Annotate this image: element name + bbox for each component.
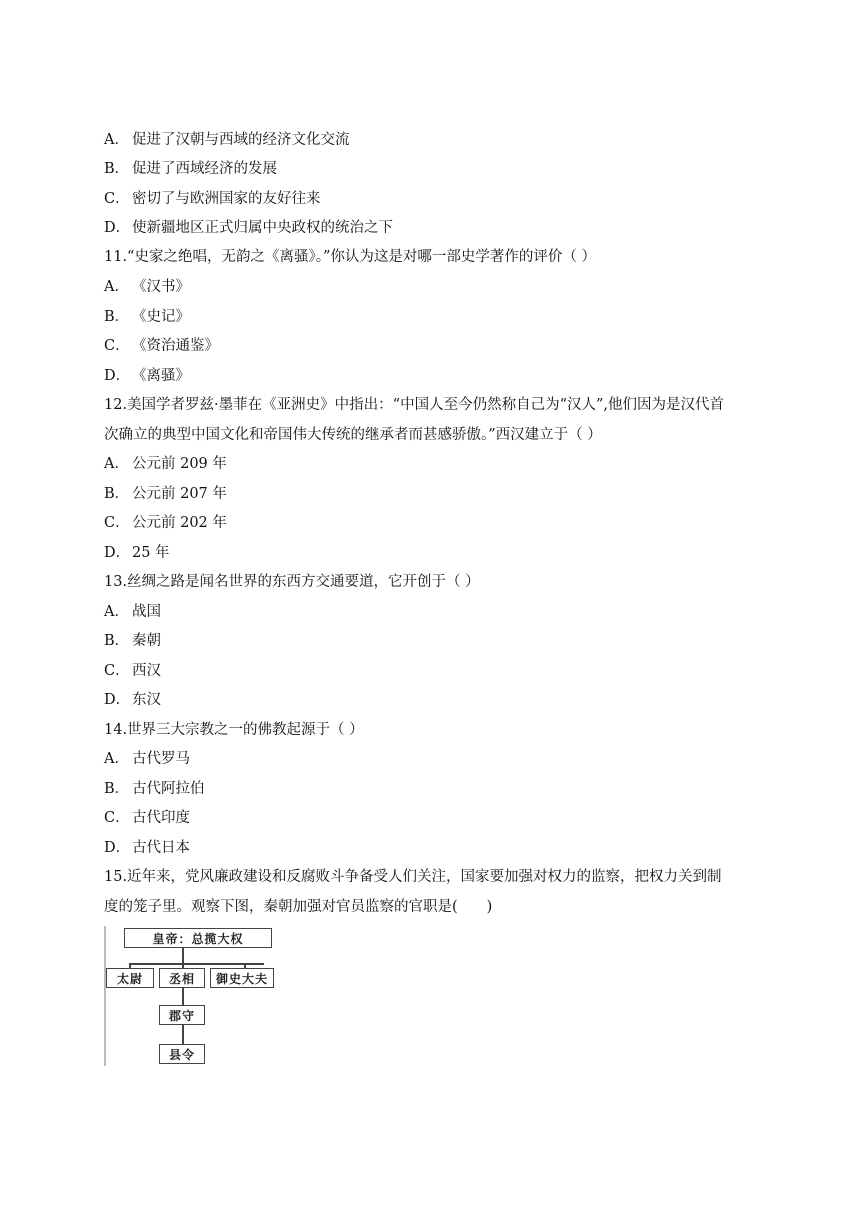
q12-option-b: B． 公元前 207 年	[104, 486, 227, 502]
junshou-box: 郡守	[159, 1005, 205, 1025]
taiwei-box: 太尉	[106, 968, 154, 988]
q15-stem-line2: 度的笼子里。观察下图，秦朝加强对官员监察的官职是( )	[104, 899, 493, 915]
q11-option-b: B． 《史记》	[104, 309, 190, 325]
emperor-box: 皇帝：总揽大权	[124, 928, 272, 948]
diagram-left-border	[104, 926, 106, 1066]
q12-stem-line2: 次确立的典型中国文化和帝国伟大传统的继承者而甚感骄傲。”西汉建立于（ ）	[104, 427, 602, 443]
q10-option-c: C． 密切了与欧洲国家的友好往来	[104, 191, 321, 207]
q12-stem-line1: 12.美国学者罗兹·墨菲在《亚洲史》中指出：“中国人至今仍然称自己为“汉人”,他们因为是汉代首	[104, 397, 725, 413]
qin-government-diagram	[104, 926, 276, 1066]
q11-stem: 11.“史家之绝唱，无韵之《离骚》。”你认为这是对哪一部史学著作的评价（ ）	[104, 249, 596, 265]
q10-option-d: D． 使新疆地区正式归属中央政权的统治之下	[104, 220, 393, 236]
q13-option-d: D． 东汉	[104, 692, 161, 708]
q12-option-d: D． 25 年	[104, 545, 170, 561]
q14-option-b: B． 古代阿拉伯	[104, 781, 205, 797]
q11-option-c: C． 《资治通鉴》	[104, 338, 219, 354]
q15-stem-line1: 15.近年来，党风廉政建设和反腐败斗争备受人们关注，国家要加强对权力的监察，把权力关到制	[104, 869, 722, 885]
q14-stem: 14.世界三大宗教之一的佛教起源于（ ）	[104, 722, 364, 738]
connector-line	[182, 988, 184, 1006]
q14-option-c: C． 古代印度	[104, 810, 190, 826]
q13-option-b: B． 秦朝	[104, 633, 161, 649]
q13-option-c: C． 西汉	[104, 663, 161, 679]
q13-option-a: A． 战国	[104, 604, 161, 620]
q12-option-c: C． 公元前 202 年	[104, 515, 227, 531]
xianling-box: 县令	[159, 1044, 205, 1064]
q12-option-a: A． 公元前 209 年	[104, 456, 227, 472]
q13-stem: 13.丝绸之路是闻名世界的东西方交通要道，它开创于（ ）	[104, 574, 480, 590]
q11-option-a: A． 《汉书》	[104, 279, 190, 295]
q10-option-b: B． 促进了西域经济的发展	[104, 161, 277, 177]
chengxiang-box: 丞相	[159, 968, 205, 988]
connector-line	[182, 948, 184, 964]
q14-option-d: D． 古代日本	[104, 840, 190, 856]
q10-option-a: A． 促进了汉朝与西域的经济文化交流	[104, 132, 350, 148]
q14-option-a: A． 古代罗马	[104, 751, 190, 767]
q11-option-d: D． 《离骚》	[104, 368, 190, 384]
yushi-dafu-box: 御史大夫	[210, 968, 274, 988]
connector-line	[182, 1025, 184, 1045]
